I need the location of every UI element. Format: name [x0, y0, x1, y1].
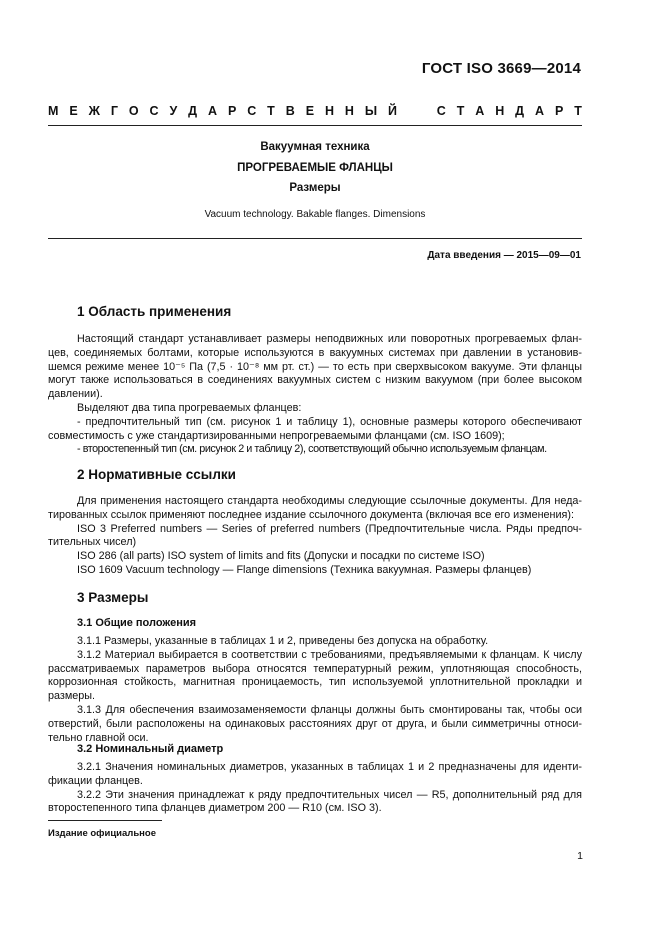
paragraph: Для применения настоящего стандарта необходимы следующие ссылочные документы. Для неда-тированных ссылок применяют последнее издание ссылочного документа (включая все его изменения):	[48, 495, 582, 521]
banner-letter	[408, 104, 411, 118]
banner-letter: Е	[305, 104, 315, 118]
banner-letter: С	[247, 104, 257, 118]
list-item: - предпочтительный тип (см. рисунок 1 и таблицу 1), основные размеры которого обеспечивают совместимость с уже стандартизированными непрогреваемыми фланцами (см. ISO 1609);	[48, 415, 582, 442]
paragraph: 3.2.1 Значения номинальных диаметров, указанных в таблицах 1 и 2 предназначены для иденти-фикации фланцев.	[48, 761, 582, 787]
paragraph: 3.1.2 Материал выбирается в соответствии с требованиями, предъявляемыми к фланцам. К числу рассматриваемых параметров выбора относятся температурный режим, уплотняющая способность, коррозионная стойкость, магнитная проницаемость, тип используемой уплотнительной прокладки и размеры.	[48, 648, 582, 703]
standard-code: ГОСТ ISO 3669—2014	[421, 60, 581, 77]
banner-letter: Р	[554, 104, 564, 118]
reference-item: ISO 1609 Vacuum technology — Flange dimensions (Техника вакуумная. Размеры фланцев)	[77, 563, 532, 576]
banner-letter: Ы	[364, 104, 378, 118]
banner-letter: А	[475, 104, 485, 118]
paragraph: 3.2.2 Эти значения принадлежат к ряду предпочтительных чисел — R5, дополнительный ряд для второстепенного типа фланцев диаметром 200 — R10 (см. ISO 3).	[48, 788, 582, 815]
banner-letter: Д	[188, 104, 198, 118]
banner-letter: М	[48, 104, 59, 118]
paragraph: 3.1.3 Для обеспечения взаимозаменяемости фланцы должны быть смонтированы так, чтобы оси отверстий, были расположены на одинаковых расстояниях друг от друга, и были симметричны относи-тельно главной оси.	[48, 703, 582, 744]
official-edition-label: Издание официальное	[48, 828, 156, 839]
title-bottom-rule	[48, 238, 582, 239]
banner-letter: А	[535, 104, 545, 118]
subsection-3-2-heading: 3.2 Номинальный диаметр	[77, 743, 224, 755]
banner-letter: Г	[110, 104, 118, 118]
footnote-rule	[48, 820, 162, 821]
subsection-3-1-heading: 3.1 Общие положения	[77, 617, 197, 629]
banner-letter: У	[169, 104, 178, 118]
section-2-body	[48, 495, 582, 578]
title-line-1: Вакуумная техника	[260, 141, 370, 153]
reference-item: ISO 286 (all parts) ISO system of limits and fits (Допуски и посадки по системе ISO)	[77, 550, 485, 563]
paragraph: Настоящий стандарт устанавливает размеры неподвижных или поворотных прогреваемых флан-цев, соединяемых болтами, которые используются в вакуумных системах при давлении в установив-шемся режиме менее 10⁻⁵ Па (7,5 · 10⁻⁸ мм рт. ст.) — то есть при сверхвысоком вакууме. Эти фланцы могут также использоваться в соединениях вакуумных систем с низким вакуумом (при более высоком давлении).	[48, 333, 582, 401]
section-1-heading: 1 Область применения	[77, 304, 232, 319]
banner-letter: Н	[324, 104, 334, 118]
section-3-heading: 3 Размеры	[77, 590, 149, 605]
reference-item: ISO 3 Preferred numbers — Series of preferred numbers (Предпочтительные числа. Ряды предпоч-тительных чисел)	[48, 522, 582, 549]
banner-letter: Н	[495, 104, 505, 118]
title-line-2: ПРОГРЕВАЕМЫЕ ФЛАНЦЫ	[237, 162, 393, 174]
banner-letter	[422, 104, 425, 118]
top-rule	[48, 125, 582, 126]
introduction-date: Дата введения — 2015—09—01	[427, 250, 581, 261]
section-1-body	[48, 333, 582, 457]
banner-letter: Е	[69, 104, 78, 118]
banner-letter: Т	[456, 104, 465, 118]
banner-letter: Д	[515, 104, 525, 118]
interstate-standard-banner	[48, 104, 582, 118]
english-title: Vacuum technology. Bakable flanges. Dimensions	[204, 209, 426, 220]
banner-letter: Р	[227, 104, 237, 118]
list-item: - второстепенный тип (см. рисунок 2 и таблицу 2), соответствующий обычно используемым фланцам.	[77, 443, 547, 456]
page-number: 1	[577, 850, 583, 862]
banner-letter: Ж	[88, 104, 100, 118]
subsection-3-2-body	[48, 761, 582, 816]
banner-letter: В	[285, 104, 295, 118]
paragraph: Выделяют два типа прогреваемых фланцев:	[77, 401, 302, 414]
subsection-3-1-body	[48, 635, 582, 745]
banner-letter: Т	[267, 104, 275, 118]
banner-letter: О	[128, 104, 139, 118]
title-line-3: Размеры	[289, 182, 341, 194]
banner-letter: Т	[574, 104, 582, 118]
paragraph: 3.1.1 Размеры, указанные в таблицах 1 и 2, приведены без допуска на обработку.	[77, 635, 489, 647]
banner-letter: С	[149, 104, 159, 118]
banner-letter: С	[436, 104, 446, 118]
banner-letter: А	[208, 104, 218, 118]
section-2-heading: 2 Нормативные ссылки	[77, 467, 236, 482]
banner-letter: Н	[344, 104, 354, 118]
banner-letter: Й	[388, 104, 398, 118]
